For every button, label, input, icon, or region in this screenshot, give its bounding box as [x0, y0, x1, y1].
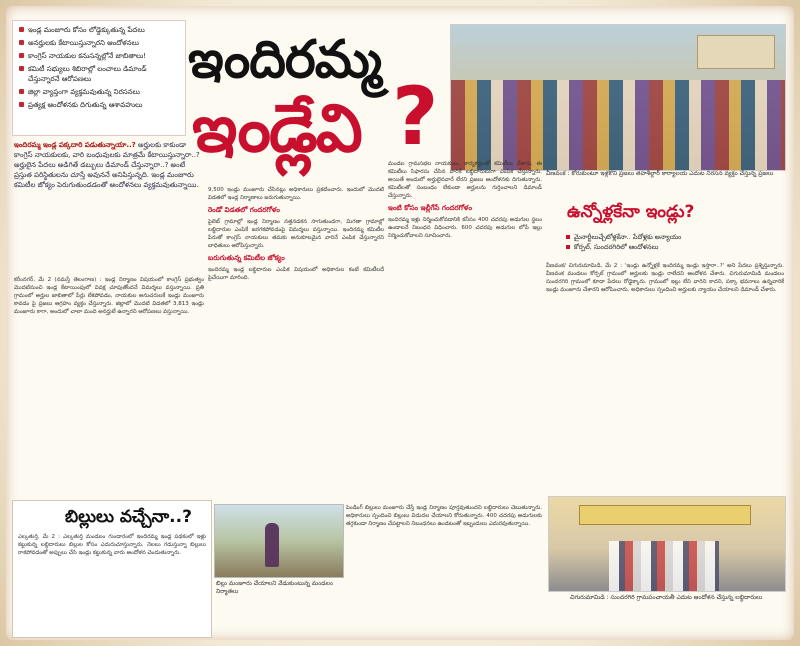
key-points-box: [12, 20, 186, 136]
bills-continuation-text: పెండింగ్ బిల్లులు మంజూరు చేస్తే ఇండ్ల నిర్మాణం పూర్తవుతుందని లబ్ధిదారులు చెబుతున్నారు. అధికారులు స్పందించి బిల్లులు విడుదల చేయాలని కోరుతున్నారు. 400 చదరపు అడుగులకు తగ్గకుండా నిర్మాణం చేపట్టాలని నిబంధనలు ఉండటంతో ఇబ్బందులు ఎదురవుతున్నాయి.: [346, 505, 542, 527]
sub-article-text: వీణవంక/ చిగురుమామిడి, మే 2 : 'ఇండ్లు ఉన్నోళ్లకే ఇందిరమ్మ ఇండ్లు ఇస్తారా..?' అని పేదలు ప్రశ్నిస్తున్నారు. వీణవంక మండలం కోర్పల్ గ్రామంలో అర్హులకు ఇండ్లు రాలేదని ఆందోళన చేశారు. చిగురుమామిడి మండలం సుందరగిరి గ్రామంలో కూడా పేదలు రోడ్డెక్కారు. గ్రామంలో ఇల్లు లేని వారిని కాదని, పక్కా భవనాలు ఉన్నవారికే ఇండ్లు మంజూరు చేశారని ఆరోపించారు. అధికారులు స్పందించి అర్హులకు న్యాయం చేయాలని డిమాండ్ చేశారు.: [546, 263, 784, 293]
sub-point: మైనార్టీలుచ్చేటోళ్లకేనా.. పేదోళ్లకు అన్యాయం: [566, 232, 786, 242]
headline-line1: ఇందిరమ్మ: [188, 30, 381, 90]
photo-people: [609, 541, 719, 591]
article-column-3: [388, 160, 542, 240]
article-column-2: [208, 186, 384, 282]
paragraph: ఇందిరమ్మ ఇళ్లు నిర్మించుకోవడానికి కనీసం 400 చదరపు అడుగుల స్థలం ఉండాలనే నిబంధన విధించారు. 600 చదరపు అడుగుల లోపే ఇల్లు నిర్మించుకోవాలని సూచించారు.: [388, 217, 542, 239]
section-heading: ఇంటి కోసం ఇల్లీగేసే గందరగోళం: [388, 204, 472, 212]
main-photo-caption: వీణవంక : కోరుకుంటూ ఇళ్లకొని ప్రజలు తహశీల్దార్ కార్యాలయ ఎదుట నిరసన వ్యక్తం చేస్తున్న ప్రజలు: [546, 170, 774, 177]
sub-article-headline: ఉన్నోళ్లకేనా ఇండ్లు?: [567, 202, 695, 222]
key-point: కాంగ్రెస్ నాయకుల కనుసన్నల్లోనే జాబితాలు!: [19, 51, 179, 61]
small-photo-caption: బిల్లు మంజూరు చేయాలని వేడుకుంటున్న మండలం నిర్మాతలు: [216, 580, 334, 595]
intro-paragraph: [14, 140, 204, 190]
section-heading: రెండో విడతలో గందరగోళం: [208, 206, 280, 214]
paragraph: పైలెట్ గ్రామాల్లో ఇండ్ల నిర్మాణం నత్తనడకన సాగుతుండగా, మిగతా గ్రామాల్లో లబ్ధిదారుల ఎంపికే జరగకపోవడంపై విమర్శలు వస్తున్నాయి. ఇందిరమ్మ కమిటీల పేరుతో కాంగ్రెస్ నాయకులు తమకు అనుకూలమైన వారినే ఎంపిక చేస్తున్నారని బాధితులు ఆరోపిస్తున్నారు.: [208, 219, 384, 249]
key-point: అనర్హులకు కేటాయిస్తున్నారని ఆందోళనలు: [19, 38, 179, 48]
panchayat-office-photo: [548, 496, 786, 592]
paragraph: 9,500 ఇండ్లు మంజూరు చేసినట్లు అధికారులు ప్రకటించారు. ఇందులో మొదటి విడతలో ఇండ్ల నిర్మాణాలు జరుగుతున్నాయి.: [208, 187, 384, 201]
key-point: ప్రత్యక్ష ఆందోళనకు దిగుతున్న ఆశావహులు: [19, 100, 179, 110]
sub-article-points: [566, 232, 786, 252]
protest-photo: [450, 24, 786, 171]
article-column-1: కరీంనగర్, మే 2 (నమస్తే తెలంగాణ) : ఇండ్ల నిర్మాణం విషయంలో కాంగ్రెస్ ప్రభుత్వం మొదటినుంచి ఇండ్ల కేటాయింపులో వివక్ష చూపుతోందనే విమర్శలు వస్తున్నాయి. ప్రతి గ్రామంలో అర్హుల జాబితాలో పేర్లు లేకపోవడం, నాయకుల అనుచరులకే ఇండ్లు మంజూరు కావడం పై ప్రజలు ఆగ్రహం వ్యక్తం చేస్తున్నారు. జిల్లాలో మొదటి విడతలో 3,813 ఇండ్లు మంజూరు కాగా, అందులో చాలా మంది అనర్హులే ఉన్నారని ఆరోపణలు వస్తున్నాయి.: [14, 277, 204, 315]
photo-crowd: [451, 80, 785, 170]
section-heading: బరుగుతున్న కమిటీల జోక్యం: [208, 254, 285, 262]
key-point: కమిటీ సభ్యులు శిబిరాల్లో లంచాలు డిమాండ్ చేస్తున్నారనే ఆరోపణలు: [19, 64, 179, 84]
paragraph: మండల గ్రామసభల నాయకులు, కార్యకర్తలతో కమిటీలు వేశారు. ఈ కమిటీలు సిఫారసు చేసిన వారికే లబ్ధిదారులుగా ఎంపిక చేస్తున్నారు. అయితే అందులో అర్హులైనవారే లేరని ప్రజలు ఆందోళనకు దిగుతున్నారు. కమిటీలతో సంబంధం లేకుండా అర్హులను గుర్తించాలని డిమాండ్ చేస్తున్నారు.: [388, 161, 542, 199]
key-point: జిల్లా వ్యాప్తంగా వ్యక్తమవుతున్న నిరసనలు: [19, 87, 179, 97]
bottom-photo-caption: చిగురుమామిడి : సుందరగిరి గ్రామపంచాయతీ ఎదుట ఆందోళన చేస్తున్న లబ్ధిదారులు: [570, 594, 763, 601]
intro-text: అర్హులకు కాకుండా కాంగ్రెస్ నాయకులకు, వారి బంధువులకు మాత్రమే కేటాయిస్తున్నారా..? అర్హులైన పేదలు అడిగితే డబ్బులు డిమాండ్ చేస్తున్నారా..? అంటే ప్రస్తుత పరిస్థితులను చూస్తే అవుననే అనిపిస్తున్నది. ఇండ్ల మంజూరు కమిటీల జోక్యం పెరుగుతుండడంతో ఆందోళనలు వ్యక్తమవుతున్నాయి.: [14, 141, 200, 189]
bills-headline: బిల్లులు వచ్చేనా..?: [65, 507, 192, 527]
key-point: ఇండ్ల మంజూరు కోసం లోడ్డెక్కుతున్న పేదలు: [19, 25, 179, 35]
photo-sign: [697, 35, 775, 69]
intro-lead: ఇందిరమ్మ ఇండ్ల పక్కదారి పడుతున్నాయా..?: [14, 141, 136, 149]
sub-point: కోర్పల్, సుందరగిరిలో ఆందోళనలు: [566, 242, 786, 252]
bills-text: ఎల్కతుర్తి, మే 2 : ఎల్కతుర్తి మండలం గుండారంలో ఇందిరమ్మ ఇండ్ల పథకంలో ఇళ్లు కట్టుకున్న లబ్ధిదారులు బిల్లుల కోసం ఎదురుచూస్తున్నారు. నెలలు గడుస్తున్నా బిల్లులు రాకపోవడంతో అప్పులు చేసి ఇండ్లు కట్టుకున్న వారు ఆందోళన చెందుతున్నారు.: [18, 534, 206, 556]
bills-article-box: [12, 500, 212, 638]
paragraph: ఇందిరమ్మ ఇండ్ల లబ్ధిదారుల ఎంపిక విషయంలో అధికారుల కంటే కమిటీలదే పైచేయిగా మారింది.: [208, 267, 384, 281]
photo-figure: [265, 523, 279, 567]
office-sign: [579, 505, 751, 525]
headline-line2: ఇండ్లేవి: [192, 90, 361, 167]
headline-question-mark: ?: [392, 70, 439, 163]
beneficiary-photo: [214, 504, 344, 578]
